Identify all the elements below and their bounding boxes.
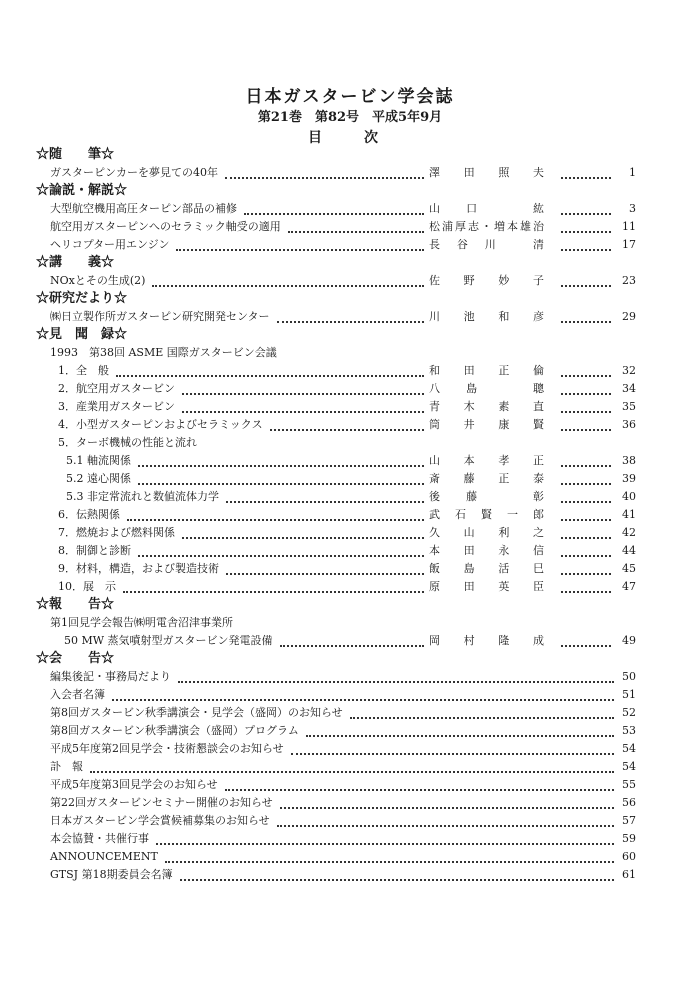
leader-dots bbox=[178, 673, 614, 683]
toc-page-number: 52 bbox=[619, 704, 636, 722]
toc-page-number: 54 bbox=[619, 740, 636, 758]
toc-entry[interactable] bbox=[36, 632, 636, 650]
toc-entry-title: 平成5年度第3回見学会のお知らせ bbox=[50, 776, 221, 794]
toc-page-number: 32 bbox=[619, 362, 636, 380]
toc-entry-title: 2．航空用ガスタービン bbox=[58, 380, 178, 398]
toc-entry-title: 第8回ガスタービン秋季講演会・見学会（盛岡）のお知らせ bbox=[50, 704, 346, 722]
toc-page-number: 57 bbox=[619, 812, 636, 830]
leader-dots bbox=[561, 511, 611, 521]
leader-dots bbox=[561, 169, 611, 179]
toc-page-number: 54 bbox=[619, 758, 636, 776]
leader-dots bbox=[277, 817, 614, 827]
toc-entry-author: 川 池 和 彦 bbox=[426, 308, 547, 326]
toc-entry-title: 航空用ガスターピンへのセラミック軸受の適用 bbox=[50, 218, 284, 236]
toc-section-heading: ☆随 筆☆ bbox=[36, 147, 115, 162]
toc-entry[interactable] bbox=[36, 560, 636, 578]
toc-entry[interactable] bbox=[36, 578, 636, 596]
toc-section-heading: ☆研究だより☆ bbox=[36, 291, 128, 306]
toc-entry-title: 日本ガスタービン学会賞候補募集のお知らせ bbox=[50, 812, 273, 830]
leader-dots bbox=[561, 277, 611, 287]
toc-entry-title: 第22回ガスタービンセミナー開催のお知らせ bbox=[50, 794, 276, 812]
toc-entry[interactable] bbox=[36, 488, 636, 506]
toc-entry-author: 後 藤 彰 bbox=[426, 488, 547, 506]
leader-dots bbox=[561, 223, 611, 233]
toc-entry[interactable] bbox=[36, 398, 636, 416]
leader-dots bbox=[176, 241, 424, 251]
toc-subheading bbox=[36, 434, 636, 452]
toc-entry[interactable] bbox=[36, 686, 636, 704]
toc-page-number: 39 bbox=[619, 470, 636, 488]
toc-entry-title: 5．ターボ機械の性能と流れ bbox=[58, 434, 200, 452]
toc-entry-title: 5.3 非定常流れと数値流体力学 bbox=[66, 488, 222, 506]
toc-section-heading: ☆論説・解説☆ bbox=[36, 183, 128, 198]
toc-entry[interactable] bbox=[36, 272, 636, 290]
toc-entry[interactable] bbox=[36, 362, 636, 380]
toc-entry-author: 澤 田 照 夫 bbox=[426, 164, 547, 182]
leader-dots bbox=[561, 205, 611, 215]
toc-entry-author: 武 石 賢 一 郎 bbox=[426, 506, 547, 524]
toc-page-number: 59 bbox=[619, 830, 636, 848]
toc-entry-title: 5.1 軸流関係 bbox=[66, 452, 134, 470]
toc-page-number: 60 bbox=[619, 848, 636, 866]
toc-page-number: 41 bbox=[619, 506, 636, 524]
toc-entry-author: 和 田 正 倫 bbox=[426, 362, 547, 380]
leader-dots bbox=[180, 871, 614, 881]
leader-dots bbox=[138, 475, 424, 485]
toc-entry-author: 佐 野 妙 子 bbox=[426, 272, 547, 290]
toc-page-number: 1 bbox=[626, 164, 636, 182]
leader-dots bbox=[182, 403, 424, 413]
toc-page-number: 40 bbox=[619, 488, 636, 506]
toc-heading: 目 次 bbox=[308, 130, 392, 146]
toc-entry-title: 編集後記・事務局だより bbox=[50, 668, 174, 686]
toc-entry-title: 6．伝熱関係 bbox=[58, 506, 123, 524]
toc-page-number: 49 bbox=[619, 632, 636, 650]
toc-entry-author: 山 口 紘 bbox=[426, 200, 547, 218]
leader-dots bbox=[561, 475, 611, 485]
leader-dots bbox=[138, 457, 424, 467]
toc-entry-author: 飯 島 活 巳 bbox=[426, 560, 547, 578]
leader-dots bbox=[225, 781, 614, 791]
toc-entry[interactable] bbox=[36, 236, 636, 254]
toc-subheading bbox=[36, 344, 636, 362]
toc-page-number: 55 bbox=[619, 776, 636, 794]
toc-entry-title: 1993 第38回 ASME 国際ガスタービン会議 bbox=[50, 344, 280, 362]
toc-page-number: 17 bbox=[619, 236, 636, 254]
leader-dots bbox=[561, 565, 611, 575]
leader-dots bbox=[306, 727, 614, 737]
leader-dots bbox=[270, 421, 424, 431]
toc-entry-author: 筒 井 康 賢 bbox=[426, 416, 547, 434]
toc-entry[interactable] bbox=[36, 470, 636, 488]
toc-page-number: 3 bbox=[626, 200, 636, 218]
toc-page-number: 47 bbox=[619, 578, 636, 596]
toc-page-number: 44 bbox=[619, 542, 636, 560]
toc-section-heading: ☆報 告☆ bbox=[36, 597, 115, 612]
leader-dots bbox=[182, 529, 424, 539]
table-of-contents bbox=[36, 146, 636, 884]
toc-entry[interactable] bbox=[36, 812, 636, 830]
toc-page-number: 29 bbox=[619, 308, 636, 326]
toc-entry-title: 本会協賛・共催行事 bbox=[50, 830, 152, 848]
toc-page-number: 51 bbox=[619, 686, 636, 704]
leader-dots bbox=[561, 403, 611, 413]
toc-entry[interactable] bbox=[36, 794, 636, 812]
leader-dots bbox=[350, 709, 614, 719]
leader-dots bbox=[280, 637, 424, 647]
leader-dots bbox=[112, 691, 614, 701]
toc-page-number: 61 bbox=[619, 866, 636, 884]
toc-page-number: 23 bbox=[619, 272, 636, 290]
leader-dots bbox=[561, 421, 611, 431]
leader-dots bbox=[165, 853, 614, 863]
toc-subheading bbox=[36, 614, 636, 632]
toc-entry-title: ガスターピンカーを夢見ての40年 bbox=[50, 164, 221, 182]
leader-dots bbox=[561, 457, 611, 467]
toc-entry-title: 第8回ガスタービン秋季講演会（盛岡）プログラム bbox=[50, 722, 302, 740]
toc-entry-title: 5.2 遠心関係 bbox=[66, 470, 134, 488]
leader-dots bbox=[561, 493, 611, 503]
leader-dots bbox=[225, 169, 424, 179]
toc-entry-title: 8．制御と診断 bbox=[58, 542, 134, 560]
toc-entry-title: 10．展 示 bbox=[58, 578, 119, 596]
toc-entry[interactable] bbox=[36, 164, 636, 182]
toc-section-heading: ☆見 聞 録☆ bbox=[36, 327, 128, 342]
leader-dots bbox=[561, 367, 611, 377]
toc-page-number: 11 bbox=[619, 218, 636, 236]
toc-entry-title: ヘリコプター用エンジン bbox=[50, 236, 172, 254]
toc-entry-title: 1．全 般 bbox=[58, 362, 112, 380]
toc-entry-title: 大型航空機用高圧ターピン部品の補修 bbox=[50, 200, 240, 218]
leader-dots bbox=[156, 835, 614, 845]
toc-entry[interactable] bbox=[36, 416, 636, 434]
leader-dots bbox=[226, 493, 424, 503]
toc-entry-author: 原 田 英 臣 bbox=[426, 578, 547, 596]
toc-page-number: 50 bbox=[619, 668, 636, 686]
leader-dots bbox=[280, 799, 614, 809]
toc-entry-title: GTSJ 第18期委員会名簿 bbox=[50, 866, 176, 884]
toc-entry[interactable] bbox=[36, 308, 636, 326]
leader-dots bbox=[561, 547, 611, 557]
leader-dots bbox=[152, 277, 424, 287]
toc-entry[interactable] bbox=[36, 524, 636, 542]
toc-entry-author: 岡 村 隆 成 bbox=[426, 632, 547, 650]
toc-entry-title: 50 MW 蒸気噴射型ガスタービン発電設備 bbox=[64, 632, 276, 650]
toc-entry-author: 本 田 永 信 bbox=[426, 542, 547, 560]
leader-dots bbox=[561, 529, 611, 539]
toc-entry-title: 7．燃焼および燃料関係 bbox=[58, 524, 178, 542]
toc-entry[interactable] bbox=[36, 542, 636, 560]
leader-dots bbox=[291, 745, 614, 755]
toc-entry[interactable] bbox=[36, 866, 636, 884]
toc-entry-title: 3．産業用ガスタービン bbox=[58, 398, 178, 416]
toc-entry-author: 青 木 素 直 bbox=[426, 398, 547, 416]
toc-entry-author: 久 山 利 之 bbox=[426, 524, 547, 542]
toc-page-number: 45 bbox=[619, 560, 636, 578]
toc-entry[interactable] bbox=[36, 704, 636, 722]
leader-dots bbox=[138, 547, 424, 557]
toc-page-number: 38 bbox=[619, 452, 636, 470]
leader-dots bbox=[561, 241, 611, 251]
toc-entry[interactable] bbox=[36, 200, 636, 218]
leader-dots bbox=[561, 313, 611, 323]
toc-entry-title: 9．材料，構造，および製造技術 bbox=[58, 560, 222, 578]
toc-entry-title: ㈱日立製作所ガスターピン研究開発センター bbox=[50, 308, 273, 326]
toc-entry-author: 長 谷 川 清 bbox=[426, 236, 547, 254]
toc-entry-title: 訃 報 bbox=[50, 758, 86, 776]
toc-page-number: 53 bbox=[619, 722, 636, 740]
toc-entry-author: 山 本 孝 正 bbox=[426, 452, 547, 470]
leader-dots bbox=[127, 511, 424, 521]
leader-dots bbox=[561, 637, 611, 647]
toc-entry[interactable] bbox=[36, 218, 636, 236]
toc-entry[interactable] bbox=[36, 452, 636, 470]
toc-entry-title: 入会者名簿 bbox=[50, 686, 108, 704]
toc-entry[interactable] bbox=[36, 848, 636, 866]
leader-dots bbox=[116, 367, 424, 377]
journal-title: 日本ガスタービン学会誌 bbox=[245, 87, 455, 107]
toc-entry[interactable] bbox=[36, 722, 636, 740]
toc-page-number: 34 bbox=[619, 380, 636, 398]
leader-dots bbox=[561, 583, 611, 593]
toc-entry-title: 第1回見学会報告㈱明電舎沼津事業所 bbox=[50, 614, 236, 632]
toc-entry-author: 八 島 聰 bbox=[426, 380, 547, 398]
leader-dots bbox=[561, 385, 611, 395]
toc-entry[interactable] bbox=[36, 380, 636, 398]
toc-entry[interactable] bbox=[36, 506, 636, 524]
leader-dots bbox=[277, 313, 424, 323]
toc-entry-title: 平成5年度第2回見学会・技術懇談会のお知らせ bbox=[50, 740, 287, 758]
toc-entry-title: 4．小型ガスターピンおよびセラミックス bbox=[58, 416, 266, 434]
leader-dots bbox=[123, 583, 424, 593]
toc-section-heading: ☆会 告☆ bbox=[36, 651, 115, 666]
toc-entry[interactable] bbox=[36, 668, 636, 686]
leader-dots bbox=[244, 205, 424, 215]
toc-entry-title: ANNOUNCEMENT bbox=[50, 848, 161, 866]
toc-entry[interactable] bbox=[36, 758, 636, 776]
leader-dots bbox=[90, 763, 614, 773]
toc-page-number: 35 bbox=[619, 398, 636, 416]
leader-dots bbox=[182, 385, 424, 395]
toc-section-heading: ☆講 義☆ bbox=[36, 255, 115, 270]
toc-entry[interactable] bbox=[36, 830, 636, 848]
toc-entry[interactable] bbox=[36, 776, 636, 794]
leader-dots bbox=[226, 565, 424, 575]
toc-entry-title: NOxとその生成(2) bbox=[50, 272, 148, 290]
toc-page-number: 36 bbox=[619, 416, 636, 434]
toc-page-number: 42 bbox=[619, 524, 636, 542]
issue-info: 第21巻 第82号 平成5年9月 bbox=[257, 110, 443, 125]
toc-page-number: 56 bbox=[619, 794, 636, 812]
toc-entry[interactable] bbox=[36, 740, 636, 758]
toc-entry-author: 斎 藤 正 泰 bbox=[426, 470, 547, 488]
leader-dots bbox=[288, 223, 424, 233]
toc-entry-author: 松 浦 厚 志 ・ 増 本 雄 治 bbox=[426, 218, 547, 236]
